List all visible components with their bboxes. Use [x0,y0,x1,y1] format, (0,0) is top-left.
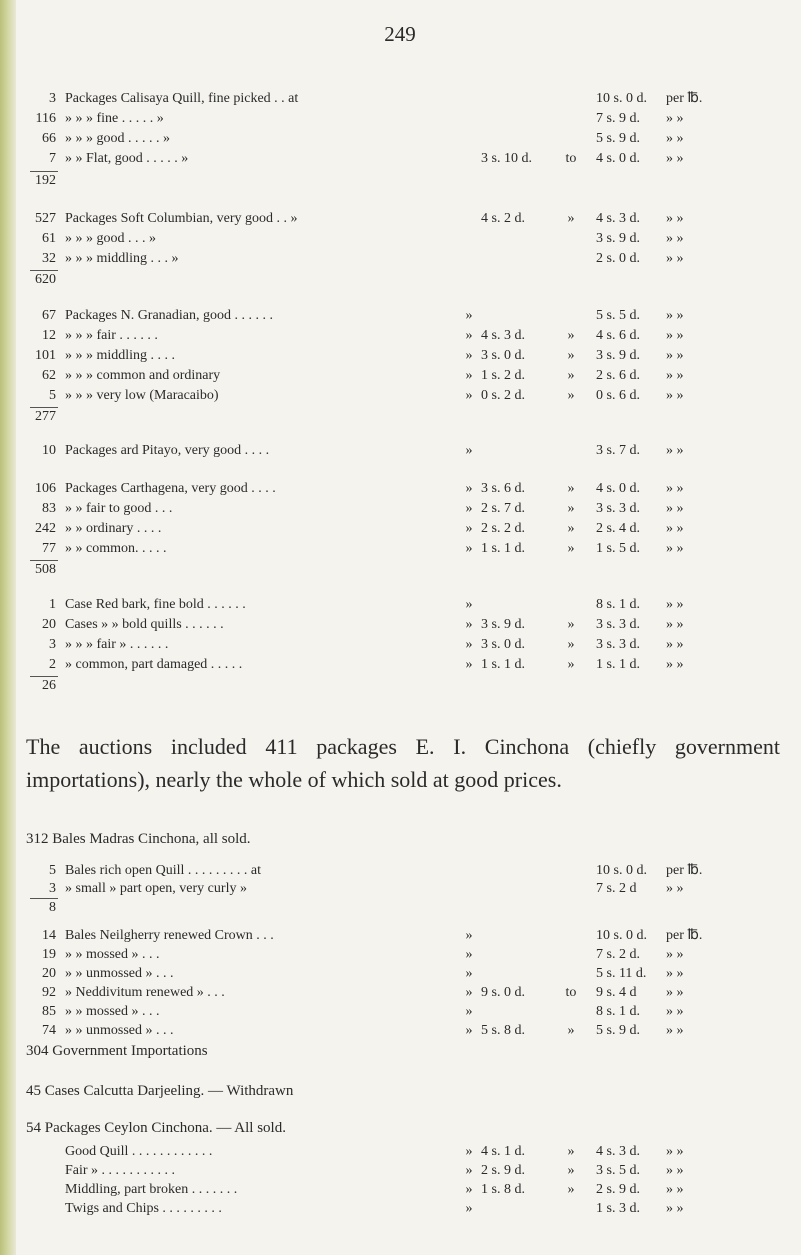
ceylon-high: 1 s. 3 d. [596,1201,640,1216]
granadian-row [26,327,786,345]
calisaya-low: 3 s. 10 d. [481,151,532,166]
ceylon-high: 4 s. 3 d. [596,1144,640,1159]
red_bark-desc: Case Red bark, fine bold . . . . . . [65,597,246,612]
madras-high: 10 s. 0 d. [596,863,647,878]
ceylon-high: 3 s. 5 d. [596,1163,640,1178]
red_bark-to: » [567,637,575,652]
madras-high: 7 s. 2 d [596,881,637,896]
calisaya-high: 7 s. 9 d. [596,111,640,126]
neilgherry-qty: 85 [42,1004,56,1019]
neilgherry-desc: » » unmossed » . . . [65,1023,174,1038]
madras-qty: 5 [49,863,56,878]
granadian-sep: » [465,308,473,323]
carthagena-low: 1 s. 1 d. [481,541,525,556]
red_bark-desc: » common, part damaged . . . . . [65,657,243,672]
calisaya-row [26,150,786,168]
columbian-high: 2 s. 0 d. [596,251,640,266]
calisaya-desc: » » Flat, good . . . . . » [65,151,189,166]
granadian-sep: » [465,328,473,343]
red_bark-high: 1 s. 1 d. [596,657,640,672]
red_bark-to: » [567,657,575,672]
ceylon-row [26,1200,786,1218]
red_bark-high: 8 s. 1 d. [596,597,640,612]
neilgherry-high: 5 s. 11 d. [596,966,647,981]
calcutta-line: 45 Cases Calcutta Darjeeling. — Withdrawn [26,1083,294,1099]
calisaya-high: 5 s. 9 d. [596,131,640,146]
neilgherry-sep: » [465,928,473,943]
granadian-sep: » [465,368,473,383]
page-edge [0,0,16,1255]
carthagena-low: 3 s. 6 d. [481,481,525,496]
red_bark-qty: 20 [42,617,56,632]
columbian-qty: 527 [35,211,56,226]
calisaya-qty: 116 [35,111,56,126]
granadian-qty: 67 [42,308,56,323]
neilgherry-desc: » » unmossed » . . . [65,966,174,981]
red_bark-low: 1 s. 1 d. [481,657,525,672]
neilgherry-to: to [565,985,577,1000]
neilgherry-qty: 19 [42,947,56,962]
ceylon-sep: » [465,1163,473,1178]
ceylon-low: 1 s. 8 d. [481,1182,525,1197]
neilgherry-desc: Bales Neilgherry renewed Crown . . . [65,928,274,943]
red_bark-total: 26 [42,678,56,693]
columbian-high: 3 s. 9 d. [596,231,640,246]
carthagena-unit: » » [666,541,684,556]
page-number: 249 [384,22,416,46]
calisaya-desc: » » » good . . . . . » [65,131,170,146]
red_bark-desc: Cases » » bold quills . . . . . . [65,617,224,632]
calisaya-unit: » » [666,131,684,146]
neilgherry-high: 7 s. 2 d. [596,947,640,962]
granadian-total: 277 [35,409,56,424]
columbian-unit: » » [666,231,684,246]
madras-heading: 312 Bales Madras Cinchona, all sold. [26,831,251,847]
granadian-desc: Packages N. Granadian, good . . . . . . [65,308,274,323]
madras-total: 8 [49,900,56,915]
carthagena-desc: » » ordinary . . . . [65,521,162,536]
calisaya-qty: 7 [49,151,56,166]
neilgherry-desc: » » mossed » . . . [65,947,160,962]
granadian-to: » [567,348,575,363]
carthagena-qty: 242 [35,521,56,536]
ceylon-desc: Twigs and Chips . . . . . . . . . [65,1201,222,1216]
granadian-high: 5 s. 5 d. [596,308,640,323]
granadian-qty: 62 [42,368,56,383]
carthagena-high: 3 s. 3 d. [596,501,640,516]
red_bark-qty: 3 [49,637,56,652]
neilgherry-unit: » » [666,947,684,962]
madras-desc: Bales rich open Quill . . . . . . . . . at [65,863,261,878]
red_bark-unit: » » [666,617,684,632]
carthagena-unit: » » [666,501,684,516]
carthagena-to: » [567,541,575,556]
granadian-row [26,347,786,365]
columbian-unit: » » [666,251,684,266]
neilgherry-sep: » [465,1023,473,1038]
neilgherry-sep: » [465,985,473,1000]
calisaya-row [26,90,786,108]
carthagena-to: » [567,501,575,516]
granadian-row [26,387,786,405]
pitayo-unit: » » [666,443,684,458]
carthagena-high: 4 s. 0 d. [596,481,640,496]
columbian-qty: 61 [42,231,56,246]
neilgherry-to: » [567,1023,575,1038]
granadian-unit: » » [666,308,684,323]
neilgherry-row [26,1022,786,1040]
granadian-unit: » » [666,328,684,343]
ceylon-row [26,1162,786,1180]
carthagena-low: 2 s. 2 d. [481,521,525,536]
ceylon-row [26,1181,786,1199]
calisaya-high: 4 s. 0 d. [596,151,640,166]
madras-unit: » » [666,881,684,896]
neilgherry-qty: 20 [42,966,56,981]
columbian-to: » [567,211,575,226]
pitayo-qty: 10 [42,443,56,458]
neilgherry-row [26,1003,786,1021]
granadian-high: 2 s. 6 d. [596,368,640,383]
neilgherry-low: 9 s. 0 d. [481,985,525,1000]
calisaya-qty: 3 [49,91,56,106]
neilgherry-qty: 74 [42,1023,56,1038]
red_bark-sep: » [465,597,473,612]
neilgherry-sep: » [465,947,473,962]
carthagena-unit: » » [666,521,684,536]
granadian-row [26,367,786,385]
columbian-total: 620 [35,272,56,287]
neilgherry-sep: » [465,966,473,981]
calisaya-desc: » » » fine . . . . . » [65,111,164,126]
red_bark-sep: » [465,657,473,672]
calisaya-high: 10 s. 0 d. [596,91,647,106]
granadian-to: » [567,388,575,403]
calisaya-unit: » » [666,111,684,126]
carthagena-row [26,480,786,498]
granadian-sep: » [465,388,473,403]
red_bark-unit: » » [666,657,684,672]
madras-row [26,880,786,898]
columbian-low: 4 s. 2 d. [481,211,525,226]
madras-qty: 3 [49,881,56,896]
ceylon-to: » [567,1182,575,1197]
carthagena-desc: » » common. . . . . [65,541,167,556]
granadian-sep: » [465,348,473,363]
granadian-low: 1 s. 2 d. [481,368,525,383]
ceylon-unit: » » [666,1201,684,1216]
calisaya-to: to [565,151,577,166]
carthagena-sep: » [465,541,473,556]
red_bark-sep: » [465,617,473,632]
carthagena-row [26,520,786,538]
carthagena-sep: » [465,501,473,516]
carthagena-desc: » » fair to good . . . [65,501,173,516]
granadian-unit: » » [666,368,684,383]
granadian-high: 3 s. 9 d. [596,348,640,363]
carthagena-high: 2 s. 4 d. [596,521,640,536]
granadian-to: » [567,368,575,383]
neilgherry-high: 9 s. 4 d [596,985,637,1000]
calisaya-total: 192 [35,173,56,188]
carthagena-row [26,540,786,558]
red_bark-unit: » » [666,637,684,652]
neilgherry-low: 5 s. 8 d. [481,1023,525,1038]
ceylon-unit: » » [666,1163,684,1178]
carthagena-qty: 77 [42,541,56,556]
carthagena-qty: 106 [35,481,56,496]
columbian-unit: » » [666,211,684,226]
pitayo-high: 3 s. 7 d. [596,443,640,458]
granadian-unit: » » [666,348,684,363]
columbian-row [26,210,786,228]
ceylon-desc: Middling, part broken . . . . . . . [65,1182,238,1197]
columbian-row [26,230,786,248]
red_bark-qty: 1 [49,597,56,612]
neilgherry-qty: 14 [42,928,56,943]
red_bark-high: 3 s. 3 d. [596,637,640,652]
granadian-low: 4 s. 3 d. [481,328,525,343]
ceylon-unit: » » [666,1144,684,1159]
ceylon-unit: » » [666,1182,684,1197]
neilgherry-high: 8 s. 1 d. [596,1004,640,1019]
pitayo-sep: » [465,443,473,458]
calisaya-unit: » » [666,151,684,166]
granadian-row [26,307,786,325]
red_bark-row [26,656,786,674]
ceylon-desc: Good Quill . . . . . . . . . . . . [65,1144,213,1159]
columbian-desc: Packages Soft Columbian, very good . . » [65,211,298,226]
carthagena-qty: 83 [42,501,56,516]
granadian-low: 3 s. 0 d. [481,348,525,363]
red_bark-low: 3 s. 9 d. [481,617,525,632]
columbian-row [26,250,786,268]
neilgherry-unit: » » [666,985,684,1000]
columbian-qty: 32 [42,251,56,266]
granadian-desc: » » » common and ordinary [65,368,221,383]
ceylon-low: 2 s. 9 d. [481,1163,525,1178]
granadian-desc: » » » fair . . . . . . [65,328,158,343]
ceylon-sep: » [465,1182,473,1197]
neilgherry-desc: » » mossed » . . . [65,1004,160,1019]
carthagena-sep: » [465,481,473,496]
madras-row [26,862,786,880]
red_bark-unit: » » [666,597,684,612]
red_bark-high: 3 s. 3 d. [596,617,640,632]
columbian-desc: » » » middling . . . » [65,251,179,266]
carthagena-row [26,500,786,518]
neilgherry-unit: » » [666,966,684,981]
auction-paragraph: The auctions included 411 packages E. I. Cinchona (chiefly government importations), nearly the whole of which sold at good prices. [26,734,780,792]
ceylon-to: » [567,1144,575,1159]
granadian-to: » [567,328,575,343]
neilgherry-row [26,946,786,964]
granadian-high: 0 s. 6 d. [596,388,640,403]
red_bark-row [26,616,786,634]
ceylon-sep: » [465,1144,473,1159]
ceylon-line: 54 Packages Ceylon Cinchona. — All sold. [26,1120,286,1136]
red_bark-low: 3 s. 0 d. [481,637,525,652]
neilgherry-row [26,927,786,945]
red_bark-row [26,636,786,654]
carthagena-sep: » [465,521,473,536]
ceylon-low: 4 s. 1 d. [481,1144,525,1159]
granadian-desc: » » » middling . . . . [65,348,176,363]
neilgherry-total: 304 Government Importations [26,1043,208,1059]
carthagena-total: 508 [35,562,56,577]
ceylon-sep: » [465,1201,473,1216]
neilgherry-row [26,984,786,1002]
red_bark-to: » [567,617,575,632]
ceylon-to: » [567,1163,575,1178]
madras-unit: per ℔. [666,863,703,878]
granadian-qty: 101 [35,348,56,363]
carthagena-unit: » » [666,481,684,496]
carthagena-high: 1 s. 5 d. [596,541,640,556]
carthagena-low: 2 s. 7 d. [481,501,525,516]
neilgherry-desc: » Neddivitum renewed » . . . [65,985,225,1000]
granadian-qty: 12 [42,328,56,343]
granadian-qty: 5 [49,388,56,403]
calisaya-desc: Packages Calisaya Quill, fine picked . . at [65,91,299,106]
calisaya-unit: per ℔. [666,91,703,106]
calisaya-qty: 66 [42,131,56,146]
granadian-unit: » » [666,388,684,403]
granadian-high: 4 s. 6 d. [596,328,640,343]
red_bark-desc: » » » fair » . . . . . . [65,637,169,652]
neilgherry-qty: 92 [42,985,56,1000]
ceylon-high: 2 s. 9 d. [596,1182,640,1197]
neilgherry-unit: per ℔. [666,928,703,943]
calisaya-row [26,130,786,148]
madras-desc: » small » part open, very curly » [65,881,247,896]
granadian-low: 0 s. 2 d. [481,388,525,403]
red_bark-sep: » [465,637,473,652]
ceylon-row [26,1143,786,1161]
carthagena-desc: Packages Carthagena, very good . . . . [65,481,276,496]
neilgherry-row [26,965,786,983]
calisaya-row [26,110,786,128]
neilgherry-high: 5 s. 9 d. [596,1023,640,1038]
carthagena-to: » [567,481,575,496]
neilgherry-sep: » [465,1004,473,1019]
neilgherry-high: 10 s. 0 d. [596,928,647,943]
red_bark-row [26,596,786,614]
carthagena-to: » [567,521,575,536]
pitayo-desc: Packages ard Pitayo, very good . . . . [65,443,270,458]
ceylon-desc: Fair » . . . . . . . . . . . [65,1163,176,1178]
pitayo-row [26,442,786,460]
red_bark-qty: 2 [49,657,56,672]
neilgherry-unit: » » [666,1004,684,1019]
granadian-desc: » » » very low (Maracaibo) [65,388,219,403]
neilgherry-unit: » » [666,1023,684,1038]
columbian-desc: » » » good . . . » [65,231,156,246]
columbian-high: 4 s. 3 d. [596,211,640,226]
